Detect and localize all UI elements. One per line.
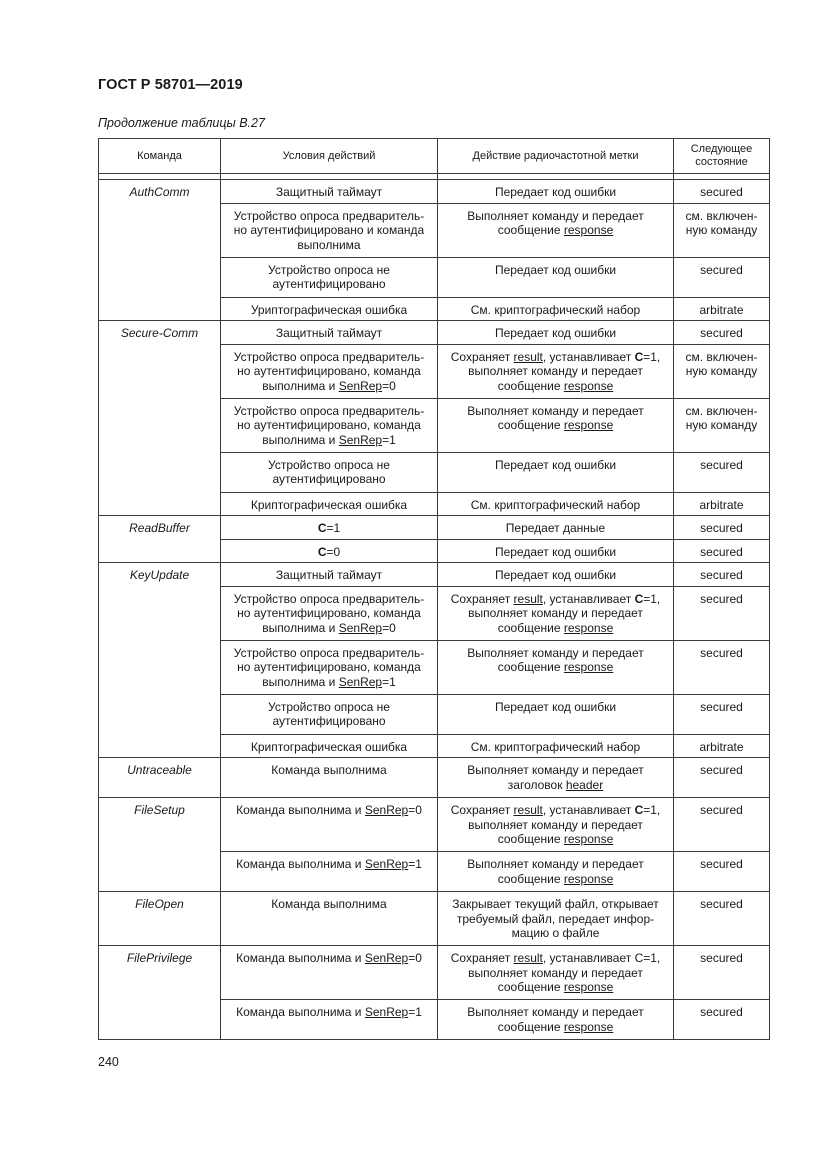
- action-cell: См. криптографический набор: [438, 492, 674, 516]
- condition-cell: Устройство опроса предваритель- но аутентифицировано и команда выполнима: [221, 203, 438, 257]
- table-row: [99, 563, 770, 587]
- condition-cell: Устройство опроса предваритель- но аутентифицировано, команда выполнима и SenRep=0: [221, 344, 438, 398]
- action-cell: Выполняет команду и передает сообщение response: [438, 640, 674, 694]
- action-cell: Передает код ошибки: [438, 180, 674, 204]
- command-cell: ReadBuffer: [99, 516, 221, 563]
- action-cell: Передает код ошибки: [438, 694, 674, 734]
- action-cell: Выполняет команду и передает сообщение response: [438, 398, 674, 452]
- condition-cell: Команда выполнима: [221, 758, 438, 798]
- table-row: [99, 516, 770, 540]
- action-cell: Передает код ошибки: [438, 539, 674, 563]
- condition-cell: Устройство опроса не аутентифицировано: [221, 694, 438, 734]
- condition-cell: Устройство опроса предваритель- но аутентифицировано, команда выполнима и SenRep=1: [221, 640, 438, 694]
- column-header: Следующее состояние: [674, 139, 770, 174]
- state-cell: arbitrate: [674, 734, 770, 758]
- state-cell: secured: [674, 516, 770, 540]
- action-cell: Выполняет команду и передает сообщение response: [438, 203, 674, 257]
- condition-cell: Криптографическая ошибка: [221, 734, 438, 758]
- condition-cell: Устройство опроса предваритель- но аутентифицировано, команда выполнима и SenRep=0: [221, 586, 438, 640]
- commands-table: [98, 138, 770, 1040]
- document-header: ГОСТ Р 58701—2019: [98, 77, 243, 93]
- action-cell: Сохраняет result, устанавливает C=1, выполняет команду и передает сообщение response: [438, 946, 674, 1000]
- command-cell: FileOpen: [99, 892, 221, 946]
- condition-cell: C=0: [221, 539, 438, 563]
- state-cell: secured: [674, 180, 770, 204]
- command-cell: AuthComm: [99, 180, 221, 321]
- state-cell: secured: [674, 586, 770, 640]
- command-cell: KeyUpdate: [99, 563, 221, 758]
- action-cell: Передает код ошибки: [438, 257, 674, 297]
- state-cell: secured: [674, 539, 770, 563]
- table-row: [99, 892, 770, 946]
- state-cell: secured: [674, 321, 770, 345]
- command-cell: FileSetup: [99, 798, 221, 892]
- condition-cell: Устройство опроса не аутентифицировано: [221, 257, 438, 297]
- condition-cell: Команда выполнима и SenRep=1: [221, 1000, 438, 1040]
- action-cell: Выполняет команду и передает заголовок header: [438, 758, 674, 798]
- action-cell: Сохраняет result, устанавливает C=1, выполняет команду и передает сообщение response: [438, 586, 674, 640]
- command-cell: FilePrivilege: [99, 946, 221, 1040]
- condition-cell: Защитный таймаут: [221, 321, 438, 345]
- condition-cell: Команда выполнима и SenRep=1: [221, 852, 438, 892]
- condition-cell: Команда выполнима и SenRep=0: [221, 946, 438, 1000]
- condition-cell: C=1: [221, 516, 438, 540]
- condition-cell: Команда выполнима: [221, 892, 438, 946]
- state-cell: arbitrate: [674, 492, 770, 516]
- action-cell: Передает код ошибки: [438, 321, 674, 345]
- condition-cell: Команда выполнима и SenRep=0: [221, 798, 438, 852]
- state-cell: secured: [674, 1000, 770, 1040]
- state-cell: secured: [674, 758, 770, 798]
- state-cell: см. включен- ную команду: [674, 398, 770, 452]
- action-cell: Передает код ошибки: [438, 452, 674, 492]
- table-row: [99, 798, 770, 852]
- table-row: [99, 946, 770, 1000]
- state-cell: secured: [674, 892, 770, 946]
- column-header: Команда: [99, 139, 221, 174]
- table-caption: Продолжение таблицы В.27: [98, 116, 265, 130]
- condition-cell: Устройство опроса предваритель- но аутентифицировано, команда выполнима и SenRep=1: [221, 398, 438, 452]
- action-cell: См. криптографический набор: [438, 297, 674, 321]
- condition-cell: Устройство опроса не аутентифицировано: [221, 452, 438, 492]
- table-row: [99, 321, 770, 345]
- state-cell: secured: [674, 694, 770, 734]
- condition-cell: Защитный таймаут: [221, 563, 438, 587]
- table-row: [99, 758, 770, 798]
- table-header-row: [99, 139, 770, 174]
- action-cell: Выполняет команду и передает сообщение response: [438, 852, 674, 892]
- condition-cell: Криптографическая ошибка: [221, 492, 438, 516]
- command-cell: Untraceable: [99, 758, 221, 798]
- state-cell: arbitrate: [674, 297, 770, 321]
- state-cell: secured: [674, 563, 770, 587]
- action-cell: Выполняет команду и передает сообщение response: [438, 1000, 674, 1040]
- condition-cell: Уриптографическая ошибка: [221, 297, 438, 321]
- action-cell: См. криптографический набор: [438, 734, 674, 758]
- table-row: [99, 180, 770, 204]
- state-cell: secured: [674, 798, 770, 852]
- action-cell: Передает данные: [438, 516, 674, 540]
- column-header: Действие радиочастотной метки: [438, 139, 674, 174]
- state-cell: secured: [674, 946, 770, 1000]
- action-cell: Закрывает текущий файл, открывает требуемый файл, передает инфор- мацию о файле: [438, 892, 674, 946]
- state-cell: secured: [674, 257, 770, 297]
- state-cell: secured: [674, 640, 770, 694]
- condition-cell: Защитный таймаут: [221, 180, 438, 204]
- action-cell: Передает код ошибки: [438, 563, 674, 587]
- column-header: Условия действий: [221, 139, 438, 174]
- command-cell: Secure-Comm: [99, 321, 221, 516]
- state-cell: secured: [674, 452, 770, 492]
- action-cell: Сохраняет result, устанавливает C=1, выполняет команду и передает сообщение response: [438, 798, 674, 852]
- state-cell: см. включен- ную команду: [674, 203, 770, 257]
- state-cell: см. включен- ную команду: [674, 344, 770, 398]
- state-cell: secured: [674, 852, 770, 892]
- action-cell: Сохраняет result, устанавливает C=1, выполняет команду и передает сообщение response: [438, 344, 674, 398]
- page-number: 240: [98, 1055, 119, 1069]
